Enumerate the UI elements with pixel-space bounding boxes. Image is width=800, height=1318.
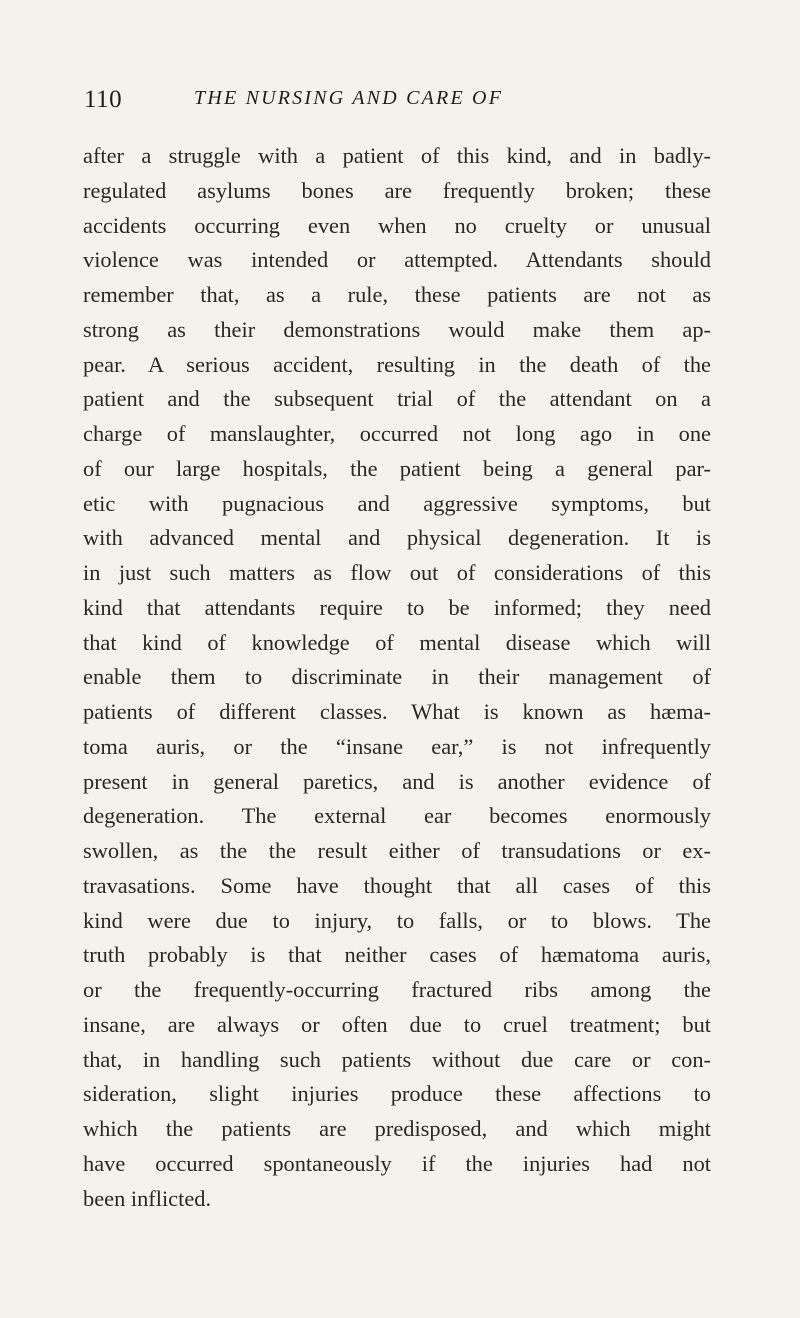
text-line: charge of manslaughter, occurred not long ago in one — [83, 421, 711, 446]
text-line: toma auris, or the “insane ear,” is not infrequently — [83, 733, 711, 759]
text-line: after a struggle with a patient of this kind, and in badly- — [83, 143, 711, 168]
text-line: patients of different classes. What is known as hæma- — [83, 699, 711, 724]
text-line: which the patients are predisposed, and which might — [83, 1116, 711, 1141]
body-paragraph — [83, 139, 711, 1216]
text-line: kind were due to injury, to falls, or to blows. The — [83, 907, 711, 933]
page-number: 110 — [84, 86, 123, 113]
text-line: travasations. Some have thought that all cases of this — [83, 872, 711, 898]
text-line: strong as their demonstrations would make them ap- — [83, 316, 711, 342]
text-line: kind that attendants require to be informed; they need — [83, 594, 711, 620]
text-line: enable them to discriminate in their management of — [83, 664, 711, 690]
text-line: or the frequently-occurring fractured ribs among the — [83, 977, 711, 1002]
text-line: that, in handling such patients without due care or con- — [83, 1046, 711, 1072]
text-line: pear. A serious accident, resulting in the death of the — [83, 351, 711, 377]
text-line: patient and the subsequent trial of the attendant on a — [83, 386, 711, 412]
text-line: been inflicted. — [83, 1185, 212, 1211]
text-line: swollen, as the the result either of transudations or ex- — [83, 838, 711, 863]
text-line: remember that, as a rule, these patients are not as — [83, 282, 711, 307]
text-line: with advanced mental and physical degeneration. It is — [83, 525, 711, 551]
text-line: in just such matters as flow out of considerations of this — [83, 560, 711, 585]
text-line: that kind of knowledge of mental disease which will — [83, 629, 711, 655]
text-line: regulated asylums bones are frequently broken; these — [83, 177, 711, 203]
text-line: accidents occurring even when no cruelty or unusual — [83, 212, 711, 238]
text-line: etic with pugnacious and aggressive symptoms, but — [83, 490, 711, 516]
running-head — [84, 86, 724, 126]
text-line: insane, are always or often due to cruel treatment; but — [83, 1011, 711, 1037]
text-line: truth probably is that neither cases of hæmatoma auris, — [83, 942, 711, 968]
running-title: THE NURSING AND CARE OF — [194, 87, 504, 109]
text-line: present in general paretics, and is another evidence of — [83, 768, 711, 794]
text-line: violence was intended or attempted. Attendants should — [83, 247, 711, 273]
text-line: have occurred spontaneously if the injuries had not — [83, 1150, 711, 1176]
text-line: degeneration. The external ear becomes enormously — [83, 803, 711, 829]
text-line: sideration, slight injuries produce these affections to — [83, 1081, 711, 1107]
text-line: of our large hospitals, the patient being a general par- — [83, 455, 711, 481]
